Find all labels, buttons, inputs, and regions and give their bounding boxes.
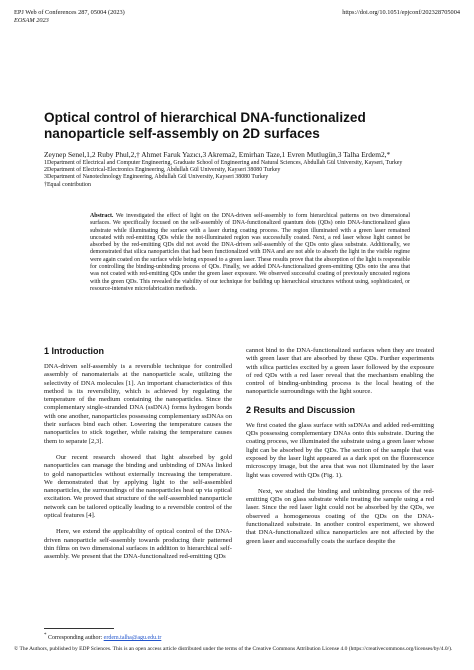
paper-title: Optical control of hierarchical DNA-functionalized nanoparticle self-assembly on 2D surfaces (44, 110, 366, 141)
intro-paragraph-continued: cannot bind to the DNA-functionalized surfaces when they are treated with green laser that are absorbed by these QDs. Further experiments with silica particles excited by a green laser followed by the exposure of red QDs with a red laser reveal that the mechanism enabling the control of binding-unbinding process is the local heating of the nanoparticle surroundings with the light source. (246, 347, 434, 396)
affiliation-2: 2Department of Electrical-Electronics Engineering, Abdullah Gül University, Kayseri 38080 Turkey (44, 167, 281, 174)
affiliation-3: 3Department of Nanotechnology Engineering, Abdullah Gül University, Kayseri 38080 Turkey (44, 174, 269, 181)
license-notice: © The Authors, published by EDP Sciences. This is an open access article distributed under the terms of the Creative Commons Attribution License 4.0 (https://creativecommons.org/licenses/by/4.0/). (14, 646, 453, 652)
author-email-link[interactable]: erdem.talha@agu.edu.tr (103, 635, 162, 641)
author-list: Zeynep Senel,1,2 Ruby Phul,2,† Ahmet Faruk Yazıcı,3 Akrema2, Emirhan Taze,1 Evren Mutlugün,3 Talha Erdem2,* (44, 150, 391, 159)
journal-citation: EPJ Web of Conferences 287, 05004 (2023) (14, 9, 125, 16)
footnote-marker: * (44, 633, 47, 638)
conference-name: EOSAM 2023 (14, 17, 49, 24)
running-header-left (14, 9, 125, 25)
right-column (246, 347, 434, 546)
intro-paragraph-3: Here, we extend the applicability of optical control of the DNA-driven nanoparticle self-assembly towards producing their patterned thin films on two dimensional surfaces in addition to hierarchical self-assembly. We present that the DNA-functionalized red-emitting QDs (44, 528, 232, 561)
footnote-rule (44, 628, 114, 629)
running-header-right (342, 9, 460, 17)
results-paragraph-1: We first coated the glass surface with ssDNAs and added red-emitting QDs possessing complementary DNAs onto this substrate. During the coating process, we illuminated the substrate using a green laser whose light can be absorbed by the QDs. The section of the sample that was exposed by the laser light appeared as a dark spot on the fluorescence microscopy image, but the area that was not illuminated by the laser light was covered with QDs (Fig. 1). (246, 421, 434, 479)
affiliation-1: 1Department of Electrical and Computer Engineering, Graduate School of Engineering and Natural Sciences, Abdullah Gül University, Kayseri, Turkey (44, 160, 403, 166)
corresponding-author-footnote (44, 632, 161, 642)
intro-paragraph-2: Our recent research showed that light absorbed by gold nanoparticles can manage the binding and unbinding of DNAs linked to gold nanoparticles without externally increasing the temperature. We demonstrated that by applying light to the self-assembled nanoparticles, the surroundings of the nanoparticles heat up via optical excitation. We proved that structure of the self-assembled nanoparticle network can be tailored optically leading to a reversible control of the optical features [4]. (44, 453, 232, 520)
abstract-label: Abstract. (90, 213, 114, 219)
abstract (90, 213, 410, 293)
footnote-label: Corresponding author: (48, 635, 103, 641)
section-heading-results: 2 Results and Discussion (246, 404, 356, 415)
left-column (44, 346, 232, 562)
intro-paragraph-1: DNA-driven self-assembly is a reversible technique for controlled assembly of nanomaterials at the nanoparticle scale, utilizing the selectivity of DNA molecules [1]. An important characteristics of this method is its reversibility, which is achieved by regulating the temperature of the medium containing the nanoparticles. Since the complementary single-stranded DNA (ssDNA) forms hydrogen bonds with one another, nanoparticles possessing complementary ssDNAs on their surfaces bind each other. Lowering the temperature causes the nanoparticles to stick together, while raising the temperature causes them to separate [2,3]. (44, 363, 232, 445)
results-paragraph-2: Next, we studied the binding and unbinding process of the red-emitting QDs on glass substrate while treating the sample using a red laser. Since the red laser light could not be absorbed by the QDs, we observed a homogeneous coating of the QDs on the DNA-functionalized substrate. In another control experiment, we showed that DNA-functionalized silica nanoparticles are not affected by the green laser and successfully coats the surface despite the (246, 487, 434, 545)
section-heading-introduction: 1 Introduction (44, 346, 104, 356)
abstract-text: We investigated the effect of light on the DNA-driven self-assembly to form hierarchical patterns on two dimensional surfaces. We specifically focused on the self-assembly of DNA-functionalized quantum dots (QDs) onto DNA-functionalized glass substrate while illuminating the surface with a laser during coating process. The region illuminated with a green laser remained uncoated with red-emitting QDs while the not-illuminated region was successfully coated. Next, a red laser whose light cannot be absorbed by the red-emitting QDs did not avoid the DNA-driven self-assembly of the QDs onto glass substrate. Additionally, we demonstrated that silica nanoparticles that had been functionalized with DNA and are not able to absorb the light in the visible regime were again coated on the surface while being exposed to a green laser. These results prove that the absorption of the light is responsible for controlling the binding-unbinding process of QDs. Finally, we added DNA-functionalized green-emitting QDs onto the area that was not coated with red-emitting QDs under the green laser exposure. We observed successful coating of previously uncoated regions with the green QDs. This revealed the viability of our technique for building up hierarchical structures without using, sophisticated, or resource-intensive microfabrication methods. (90, 213, 410, 292)
doi-link[interactable]: https://doi.org/10.1051/epjconf/202328705004 (342, 9, 460, 16)
equal-contribution-note: †Equal contribution (44, 181, 91, 188)
affiliations (44, 160, 444, 189)
